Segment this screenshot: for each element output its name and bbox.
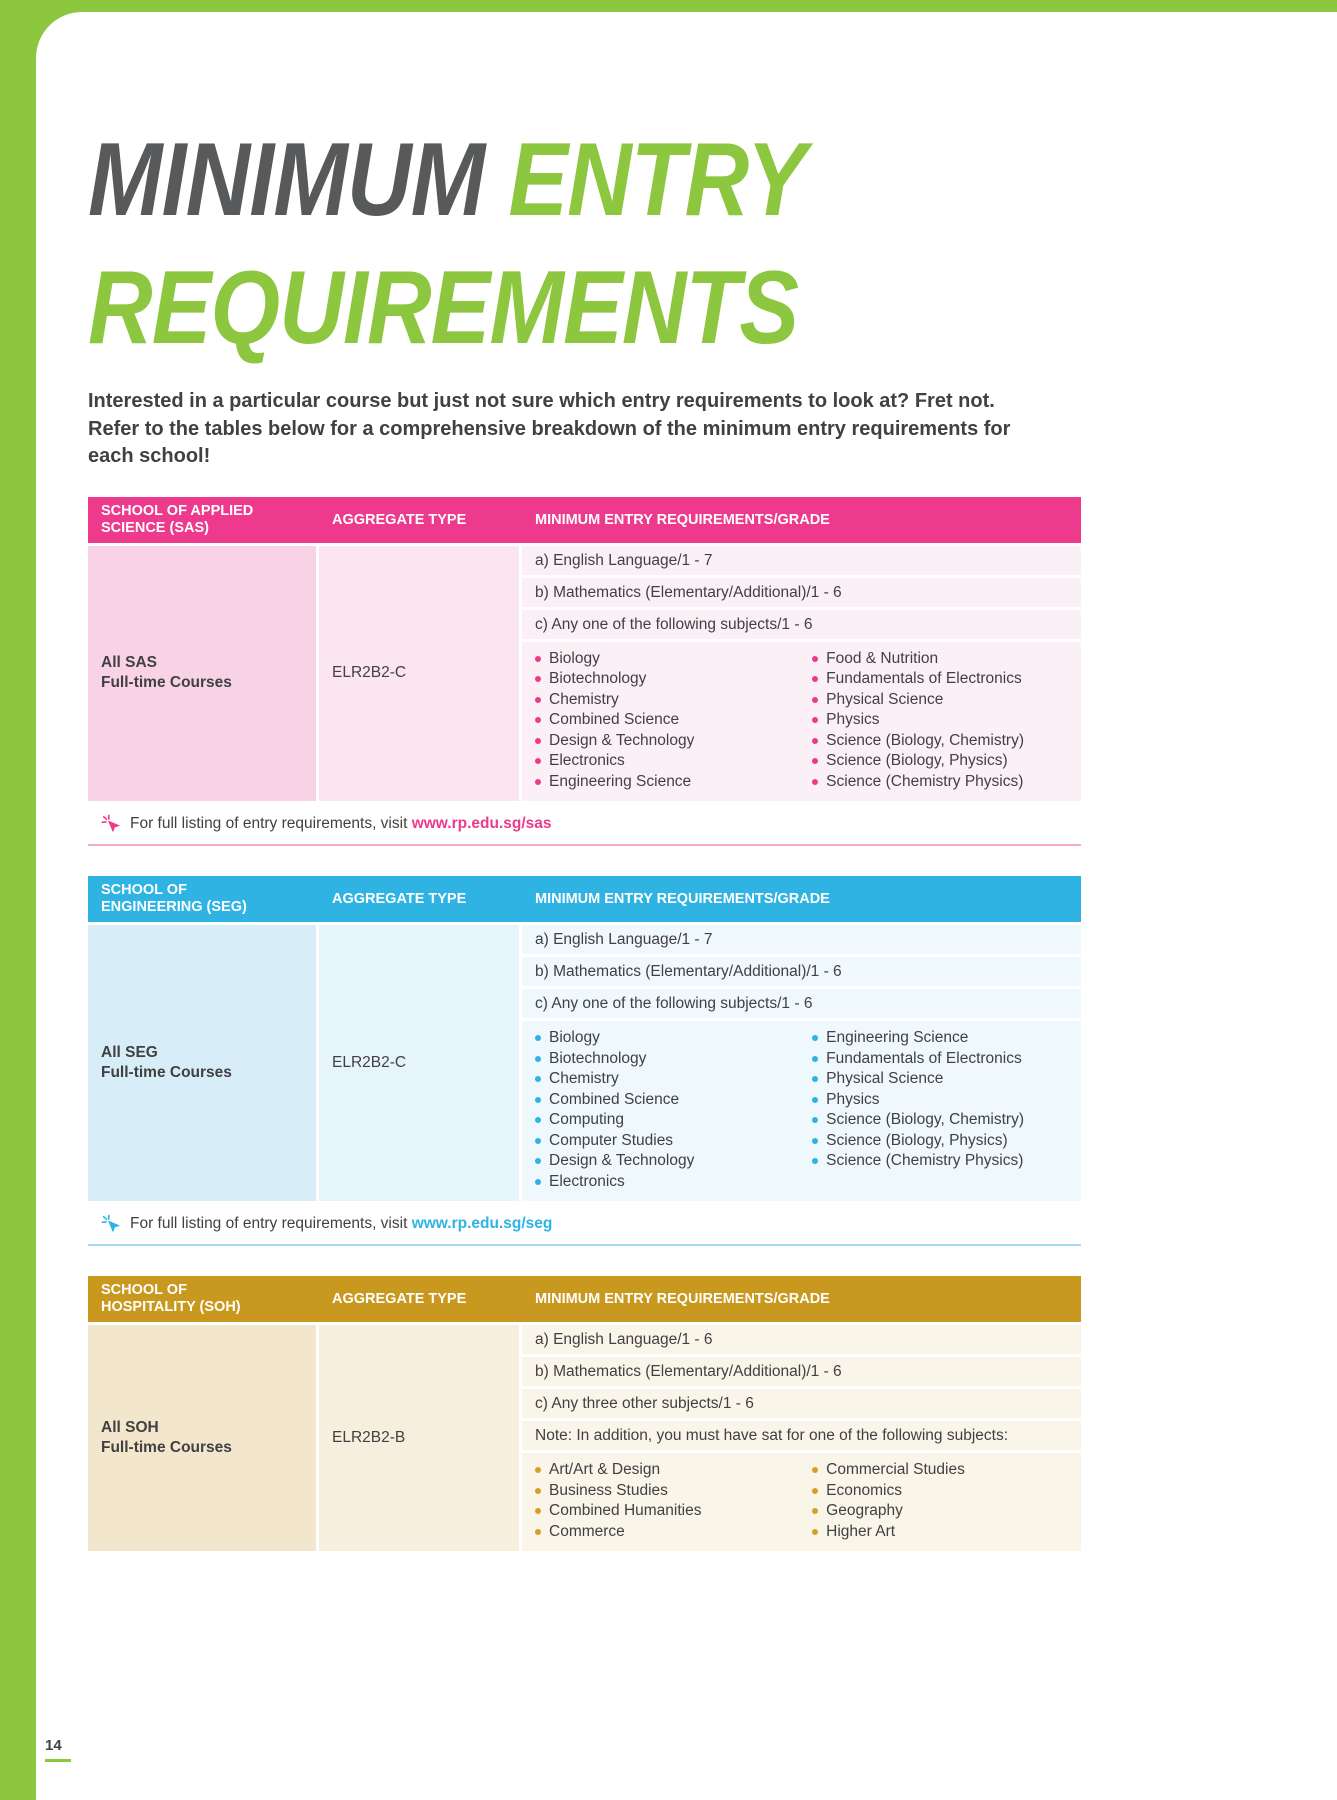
subject-item [535,710,812,731]
requirement-note-row: Note: In addition, you must have sat for one of the following subjects: [522,1421,1081,1450]
subject-label: Design & Technology [549,1152,695,1169]
subject-item [812,772,1068,793]
subject-label: Design & Technology [549,731,695,749]
requirement-row: a) English Language/1 - 7 [522,925,1081,954]
bullet-icon [535,717,541,723]
seg-table-header [88,876,1081,922]
bullet-icon [535,1056,541,1062]
subject-label: Fundamentals of Electronics [826,1049,1022,1067]
content-sheet [36,12,1337,1800]
title-line-1 [88,116,1162,244]
subject-label: Electronics [549,1172,625,1190]
subject-label: Science (Biology, Chemistry) [826,731,1024,749]
note-text [130,1215,552,1233]
requirements-header: MINIMUM ENTRY REQUIREMENTS/GRADE [535,511,830,528]
subject-label: Fundamentals of Electronics [826,670,1022,687]
subject-label: Computing [549,1111,624,1128]
subject-label: Engineering Science [826,1029,969,1046]
seg-url-link[interactable]: www.rp.edu.sg/seg [411,1214,553,1232]
note-text [130,815,552,833]
subject-item [535,1151,812,1172]
subject-label: Biotechnology [549,670,647,687]
subject-label: Physics [826,711,880,728]
soh-table [88,1276,1081,1551]
subject-item [812,1481,1068,1502]
sas-url-link[interactable]: www.rp.edu.sg/sas [411,814,552,832]
subject-item [812,690,1068,711]
seg-aggregate-cell: ELR2B2-C [319,925,519,1201]
bullet-icon [535,697,541,703]
bullet-icon [812,717,818,723]
subject-label: Geography [826,1502,903,1519]
subject-label: Science (Chemistry Physics) [826,1152,1024,1169]
subject-item [535,731,812,752]
subject-label: Physical Science [826,1070,944,1087]
subject-label: Business Studies [549,1481,668,1499]
subject-item [812,751,1068,772]
bullet-icon [812,676,818,682]
subject-item [812,1049,1068,1070]
subject-item [812,1110,1068,1131]
subject-item [535,1110,812,1131]
soh-school-header: SCHOOL OF HOSPITALITY (SOH) [101,1282,241,1315]
subject-label: Physical Science [826,690,944,708]
bullet-icon [812,738,818,744]
subject-label: Combined Humanities [549,1502,702,1519]
subject-item [812,649,1068,670]
subject-item [812,710,1068,731]
note-prefix: For full listing of entry requirements, visit [130,1214,408,1232]
subject-item [812,731,1068,752]
seg-requirements-column [522,925,1081,1201]
subject-item [812,1090,1068,1111]
seg-footer-note [88,1213,1081,1246]
subject-label: Biotechnology [549,1049,647,1067]
sas-footer-note [88,813,1081,846]
sas-table [88,497,1081,847]
subject-item [535,1049,812,1070]
subject-label: Electronics [549,752,625,769]
subject-label: Science (Biology, Chemistry) [826,1111,1024,1128]
bullet-icon [535,1488,541,1494]
subject-label: Combined Science [549,711,680,728]
bullet-icon [812,1138,818,1144]
soh-subject-list [522,1453,1081,1551]
sas-requirements-column [522,546,1081,802]
seg-table-body [88,925,1081,1201]
subject-label: Science (Chemistry Physics) [826,772,1024,790]
subject-label: Biology [549,1029,600,1046]
subject-label: Computer Studies [549,1131,674,1149]
subject-column-left [535,1460,812,1542]
seg-subject-list [522,1021,1081,1201]
subject-item [535,1172,812,1193]
bullet-icon [535,656,541,662]
subject-column-left [535,649,812,793]
bullet-icon [812,1488,818,1494]
subject-item [535,649,812,670]
requirement-row: b) Mathematics (Elementary/Additional)/1 - 6 [522,957,1081,986]
sas-course-cell [88,546,316,802]
bullet-icon [535,758,541,764]
requirement-row: c) Any one of the following subjects/1 - 6 [522,610,1081,639]
click-cursor-icon [100,813,121,834]
requirement-row: a) English Language/1 - 7 [522,546,1081,575]
bullet-icon [812,1158,818,1164]
subject-label: Combined Science [549,1090,680,1108]
course-name: All SOH [101,1419,159,1436]
bullet-icon [535,1035,541,1041]
subject-label: Engineering Science [549,772,692,790]
subject-label: Commerce [549,1522,625,1540]
bullet-icon [535,1508,541,1514]
subject-item [535,1131,812,1152]
bullet-icon [812,656,818,662]
subject-label: Science (Biology, Physics) [826,1131,1008,1149]
subject-item [812,1460,1068,1481]
aggregate-type-header: AGGREGATE TYPE [332,511,467,528]
bullet-icon [535,738,541,744]
bullet-icon [812,1467,818,1473]
course-name: All SEG [101,1044,158,1061]
subject-item [535,1481,812,1502]
requirement-row: c) Any one of the following subjects/1 - 6 [522,989,1081,1018]
bullet-icon [812,1056,818,1062]
subject-column-right [812,649,1068,793]
sas-table-body [88,546,1081,802]
sas-school-header: SCHOOL OF APPLIED SCIENCE (SAS) [101,502,254,536]
bullet-icon [535,1529,541,1535]
seg-table [88,876,1081,1246]
bullet-icon [535,1158,541,1164]
subject-item [535,1028,812,1049]
title-word-entry: ENTRY [508,122,806,238]
subject-item [535,669,812,690]
subject-label: Physics [826,1090,880,1108]
subject-item [812,1131,1068,1152]
subject-item [535,751,812,772]
subject-label: Chemistry [549,1070,619,1087]
requirements-header: MINIMUM ENTRY REQUIREMENTS/GRADE [535,891,830,907]
subject-item [535,1501,812,1522]
aggregate-type-header: AGGREGATE TYPE [332,891,467,907]
subject-label: Science (Biology, Physics) [826,752,1008,769]
subject-item [535,1522,812,1543]
subject-item [535,1460,812,1481]
subject-label: Art/Art & Design [549,1461,661,1478]
subject-column-left [535,1028,812,1192]
soh-table-header [88,1276,1081,1322]
bullet-icon [535,676,541,682]
note-prefix: For full listing of entry requirements, visit [130,814,408,832]
subject-label: Food & Nutrition [826,649,939,667]
sas-aggregate-cell: ELR2B2-C [319,546,519,802]
sas-table-header [88,497,1081,543]
subject-label: Chemistry [549,690,619,708]
bullet-icon [812,1097,818,1103]
subject-item [535,1090,812,1111]
bullet-icon [535,1117,541,1123]
click-cursor-icon [100,1213,121,1234]
bullet-icon [535,1076,541,1082]
requirements-header: MINIMUM ENTRY REQUIREMENTS/GRADE [535,1291,830,1307]
requirement-row: b) Mathematics (Elementary/Additional)/1 - 6 [522,1357,1081,1386]
bullet-icon [535,779,541,785]
subject-item [812,1522,1068,1543]
requirement-row: a) English Language/1 - 6 [522,1325,1081,1354]
subject-item [535,772,812,793]
seg-school-header: SCHOOL OF ENGINEERING (SEG) [101,882,247,915]
page-number: 14 [45,1737,71,1762]
title-word-minimum: MINIMUM [88,122,485,238]
bullet-icon [535,1467,541,1473]
course-type: Full-time Courses [101,674,232,692]
bullet-icon [535,1097,541,1103]
course-name: All SAS [101,654,157,672]
subject-label: Commercial Studies [826,1461,965,1478]
page-title [88,116,1337,372]
bullet-icon [812,1076,818,1082]
soh-requirements-column [522,1325,1081,1551]
subject-item [812,1069,1068,1090]
bullet-icon [812,779,818,785]
subject-item [812,1501,1068,1522]
bullet-icon [812,1529,818,1535]
subject-item [812,1151,1068,1172]
subject-item [812,669,1068,690]
bullet-icon [535,1179,541,1185]
sas-subject-list [522,642,1081,802]
course-type: Full-time Courses [101,1439,232,1456]
aggregate-type-header: AGGREGATE TYPE [332,1291,467,1307]
subject-column-right [812,1028,1068,1192]
bullet-icon [535,1138,541,1144]
requirement-row: c) Any three other subjects/1 - 6 [522,1389,1081,1418]
bullet-icon [812,758,818,764]
soh-aggregate-cell: ELR2B2-B [319,1325,519,1551]
title-line-2: REQUIREMENTS [88,250,799,366]
intro-text: Interested in a particular course but just not sure which entry requirements to look at? Fret not. Refer to the tables below for a comprehensive breakdown of the minimum entry requirements for each school! [88,390,1011,467]
bullet-icon [812,1117,818,1123]
seg-course-cell [88,925,316,1201]
subject-item [812,1028,1068,1049]
bullet-icon [812,1035,818,1041]
course-type: Full-time Courses [101,1064,232,1081]
soh-table-body [88,1325,1081,1551]
requirement-row: b) Mathematics (Elementary/Additional)/1 - 6 [522,578,1081,607]
subject-label: Higher Art [826,1522,896,1540]
bullet-icon [812,1508,818,1514]
subject-item [535,1069,812,1090]
soh-course-cell [88,1325,316,1551]
bullet-icon [812,697,818,703]
subject-label: Economics [826,1481,902,1499]
subject-item [535,690,812,711]
subject-column-right [812,1460,1068,1542]
subject-label: Biology [549,649,600,667]
